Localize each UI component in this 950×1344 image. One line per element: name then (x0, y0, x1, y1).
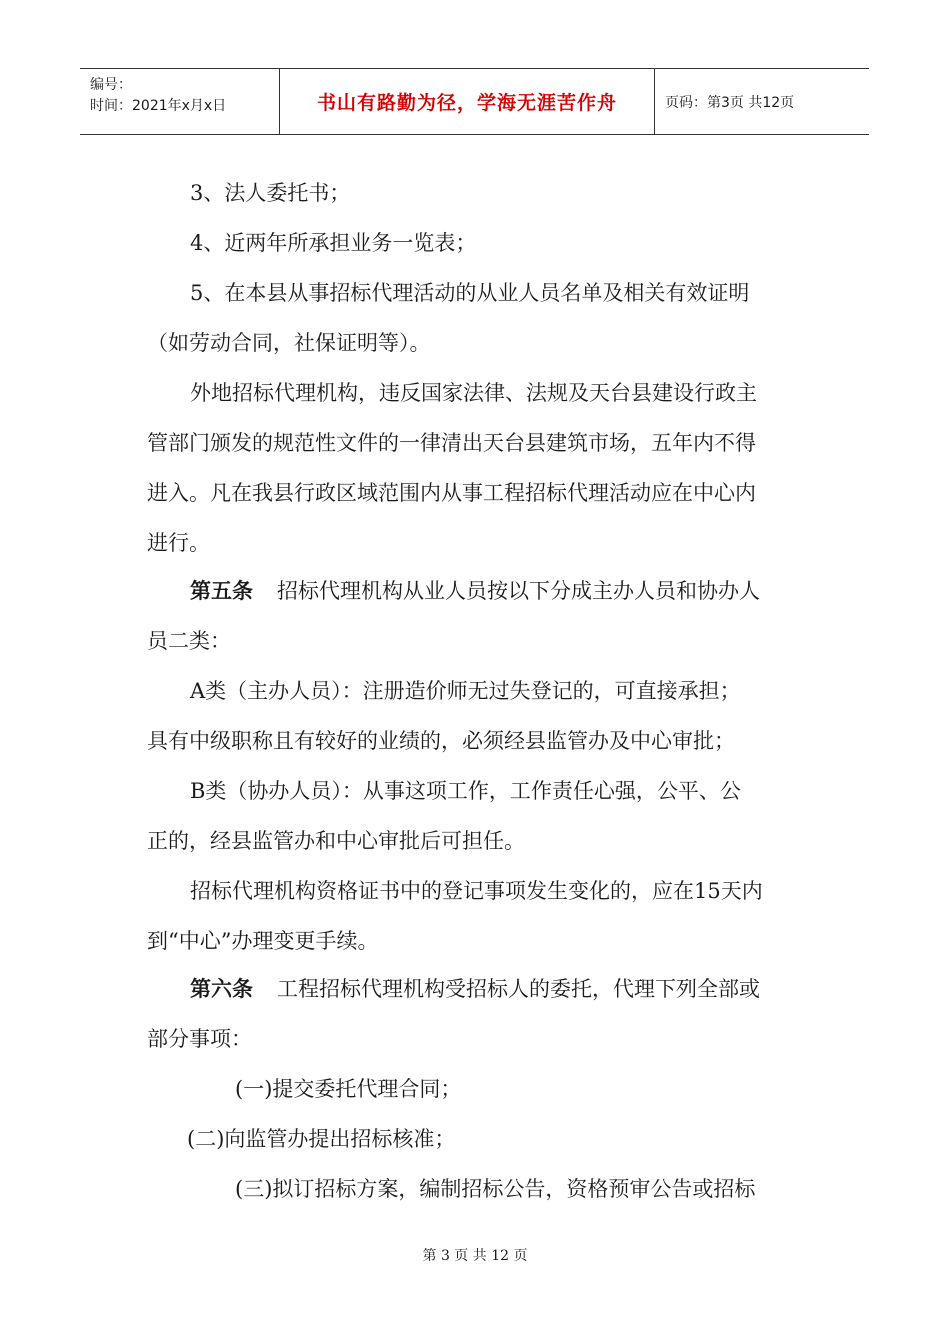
text-line: 管部门颁发的规范性文件的一律清出天台县建筑市场，五年内不得 (147, 431, 756, 455)
list-item: (二)向监管办提出招标核准； (187, 1127, 456, 1151)
text-line: 进行。 (147, 531, 210, 555)
page-header (80, 68, 869, 135)
text-line: 员二类： (147, 629, 231, 653)
article-5-title: 第五条 (190, 579, 253, 603)
article-6 (190, 974, 760, 1004)
text-line: 3、法人委托书； (190, 181, 351, 205)
article-5 (190, 576, 760, 606)
article-6-title: 第六条 (190, 977, 253, 1001)
text-line: （如劳动合同，社保证明等）。 (147, 331, 431, 355)
document-number-label: 编号： (90, 77, 132, 93)
text-line: 具有中级职称且有较好的业绩的，必须经县监管办及中心审批； (147, 729, 735, 753)
text-line: 到“中心”办理变更手续。 (147, 929, 379, 953)
text-line: B类（协办人员）：从事这项工作，工作责任心强，公平、公 (190, 779, 741, 803)
header-motto: 书山有路勤为径，学海无涯苦作舟 (280, 69, 655, 134)
text-line: 4、近两年所承担业务一览表； (190, 231, 477, 255)
header-page-info: 页码：第3页 共12页 (665, 94, 795, 111)
article-5-text: 招标代理机构从业人员按以下分成主办人员和协办人 (277, 579, 760, 603)
text-line: 5、在本县从事招标代理活动的从业人员名单及相关有效证明 (190, 281, 750, 305)
article-6-text: 工程招标代理机构受招标人的委托，代理下列全部或 (277, 977, 760, 1001)
text-line: 外地招标代理机构，违反国家法律、法规及天台县建设行政主 (190, 381, 757, 405)
document-date: 时间：2021年x月x日 (90, 98, 227, 114)
text-line: A类（主办人员）：注册造价师无过失登记的，可直接承担； (190, 679, 741, 703)
header-meta (80, 69, 280, 134)
text-line: 部分事项： (147, 1027, 252, 1051)
text-line: 正的，经县监管办和中心审批后可担任。 (147, 829, 525, 853)
page-footer: 第 3 页 共 12 页 (422, 1248, 528, 1264)
text-line: 进入。凡在我县行政区域范围内从事工程招标代理活动应在中心内 (147, 481, 756, 505)
text-line: 招标代理机构资格证书中的登记事项发生变化的，应在15天内 (190, 879, 763, 903)
list-item: (三)拟订招标方案，编制招标公告，资格预审公告或招标 (235, 1177, 756, 1201)
list-item: (一)提交委托代理合同； (235, 1077, 462, 1101)
